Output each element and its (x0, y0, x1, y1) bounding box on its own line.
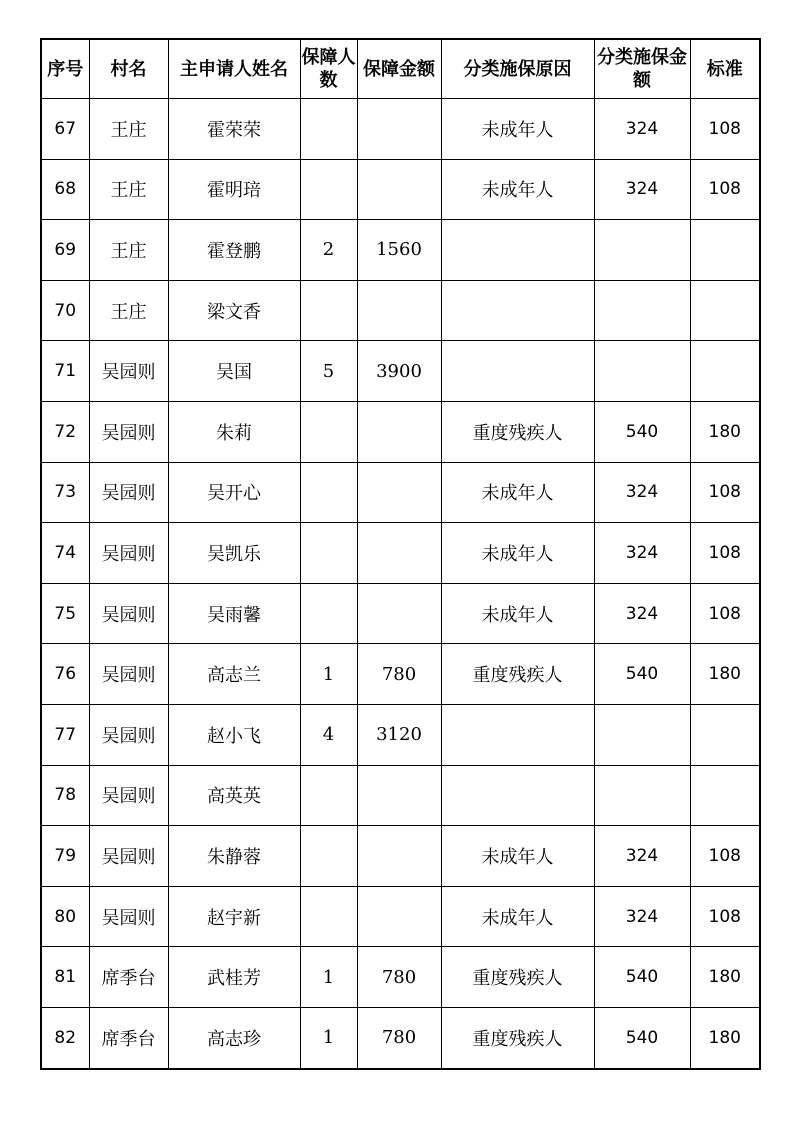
cell-amount: 780 (357, 1007, 441, 1068)
cell-standard (690, 765, 760, 826)
cell-standard: 108 (690, 583, 760, 644)
cell-count (300, 583, 357, 644)
cell-seq: 70 (41, 280, 89, 341)
cell-seq: 75 (41, 583, 89, 644)
assistance-table (40, 38, 761, 1070)
cell-count (300, 523, 357, 584)
cell-count: 1 (300, 644, 357, 705)
table-row (41, 886, 760, 947)
cell-seq: 81 (41, 947, 89, 1008)
cell-village: 吴园则 (89, 401, 168, 462)
cell-standard (690, 341, 760, 402)
table-row (41, 765, 760, 826)
cell-amount (357, 159, 441, 220)
cell-village: 王庄 (89, 99, 168, 160)
cell-reason (441, 765, 594, 826)
cell-class-amount: 324 (594, 583, 690, 644)
cell-applicant: 高志兰 (168, 644, 300, 705)
cell-amount (357, 826, 441, 887)
table-row (41, 704, 760, 765)
cell-standard (690, 280, 760, 341)
cell-village: 席季台 (89, 1007, 168, 1068)
cell-seq: 68 (41, 159, 89, 220)
cell-standard: 180 (690, 401, 760, 462)
table-row (41, 462, 760, 523)
cell-reason: 重度残疾人 (441, 401, 594, 462)
table-row (41, 280, 760, 341)
cell-standard: 180 (690, 1007, 760, 1068)
cell-amount: 3900 (357, 341, 441, 402)
cell-class-amount: 324 (594, 99, 690, 160)
cell-class-amount (594, 765, 690, 826)
cell-applicant: 武桂芳 (168, 947, 300, 1008)
cell-count (300, 826, 357, 887)
cell-village: 吴园则 (89, 523, 168, 584)
cell-class-amount (594, 341, 690, 402)
header-seq: 序号 (41, 39, 89, 99)
table-row (41, 220, 760, 281)
cell-standard: 108 (690, 886, 760, 947)
cell-reason: 未成年人 (441, 462, 594, 523)
cell-class-amount: 540 (594, 401, 690, 462)
cell-applicant: 朱莉 (168, 401, 300, 462)
cell-applicant: 吴凯乐 (168, 523, 300, 584)
cell-count: 4 (300, 704, 357, 765)
cell-standard: 180 (690, 644, 760, 705)
table-row (41, 644, 760, 705)
cell-village: 吴园则 (89, 341, 168, 402)
cell-class-amount: 324 (594, 523, 690, 584)
cell-village: 吴园则 (89, 826, 168, 887)
cell-count (300, 280, 357, 341)
cell-reason (441, 341, 594, 402)
cell-amount (357, 99, 441, 160)
cell-applicant: 吴雨馨 (168, 583, 300, 644)
cell-count (300, 765, 357, 826)
cell-amount: 780 (357, 644, 441, 705)
cell-count (300, 401, 357, 462)
cell-reason (441, 704, 594, 765)
cell-amount: 3120 (357, 704, 441, 765)
cell-village: 吴园则 (89, 886, 168, 947)
table-row (41, 947, 760, 1008)
cell-village: 王庄 (89, 280, 168, 341)
header-standard: 标准 (690, 39, 760, 99)
cell-reason (441, 280, 594, 341)
cell-count: 1 (300, 1007, 357, 1068)
table-row (41, 401, 760, 462)
table-row (41, 159, 760, 220)
cell-village: 王庄 (89, 220, 168, 281)
table-row (41, 523, 760, 584)
cell-class-amount (594, 704, 690, 765)
cell-reason: 重度残疾人 (441, 947, 594, 1008)
cell-applicant: 高志珍 (168, 1007, 300, 1068)
header-applicant: 主申请人姓名 (168, 39, 300, 99)
cell-class-amount: 540 (594, 1007, 690, 1068)
cell-count: 5 (300, 341, 357, 402)
cell-reason: 未成年人 (441, 523, 594, 584)
header-reason: 分类施保原因 (441, 39, 594, 99)
cell-reason: 重度残疾人 (441, 644, 594, 705)
header-count: 保障人数 (300, 39, 357, 99)
cell-count (300, 462, 357, 523)
cell-amount: 1560 (357, 220, 441, 281)
cell-class-amount (594, 280, 690, 341)
table-row (41, 1007, 760, 1068)
cell-seq: 71 (41, 341, 89, 402)
cell-standard (690, 220, 760, 281)
cell-seq: 73 (41, 462, 89, 523)
cell-applicant: 高英英 (168, 765, 300, 826)
cell-amount (357, 523, 441, 584)
cell-village: 吴园则 (89, 583, 168, 644)
cell-seq: 80 (41, 886, 89, 947)
cell-amount (357, 280, 441, 341)
cell-reason (441, 220, 594, 281)
cell-count (300, 886, 357, 947)
cell-class-amount: 324 (594, 886, 690, 947)
cell-village: 吴园则 (89, 462, 168, 523)
header-row (41, 39, 760, 99)
cell-village: 王庄 (89, 159, 168, 220)
cell-seq: 82 (41, 1007, 89, 1068)
cell-applicant: 霍荣荣 (168, 99, 300, 160)
cell-reason: 未成年人 (441, 159, 594, 220)
cell-standard: 108 (690, 159, 760, 220)
cell-class-amount: 324 (594, 462, 690, 523)
cell-seq: 74 (41, 523, 89, 584)
cell-count: 1 (300, 947, 357, 1008)
cell-amount (357, 401, 441, 462)
table-row (41, 99, 760, 160)
cell-standard: 180 (690, 947, 760, 1008)
cell-applicant: 朱静蓉 (168, 826, 300, 887)
cell-standard: 108 (690, 826, 760, 887)
header-class-amount: 分类施保金额 (594, 39, 690, 99)
cell-amount (357, 462, 441, 523)
cell-applicant: 赵宇新 (168, 886, 300, 947)
cell-seq: 72 (41, 401, 89, 462)
cell-village: 吴园则 (89, 704, 168, 765)
cell-seq: 78 (41, 765, 89, 826)
cell-class-amount (594, 220, 690, 281)
cell-reason: 重度残疾人 (441, 1007, 594, 1068)
cell-seq: 69 (41, 220, 89, 281)
cell-village: 席季台 (89, 947, 168, 1008)
cell-amount (357, 583, 441, 644)
table-row (41, 341, 760, 402)
table-row (41, 826, 760, 887)
cell-standard: 108 (690, 523, 760, 584)
cell-applicant: 赵小飞 (168, 704, 300, 765)
header-amount: 保障金额 (357, 39, 441, 99)
cell-class-amount: 540 (594, 947, 690, 1008)
cell-class-amount: 324 (594, 826, 690, 887)
cell-seq: 67 (41, 99, 89, 160)
header-village: 村名 (89, 39, 168, 99)
cell-applicant: 吴国 (168, 341, 300, 402)
cell-count (300, 159, 357, 220)
cell-amount (357, 886, 441, 947)
cell-class-amount: 540 (594, 644, 690, 705)
cell-count (300, 99, 357, 160)
cell-reason: 未成年人 (441, 826, 594, 887)
cell-village: 吴园则 (89, 644, 168, 705)
cell-applicant: 霍登鹏 (168, 220, 300, 281)
cell-class-amount: 324 (594, 159, 690, 220)
cell-seq: 77 (41, 704, 89, 765)
cell-count: 2 (300, 220, 357, 281)
cell-seq: 76 (41, 644, 89, 705)
cell-reason: 未成年人 (441, 583, 594, 644)
table-row (41, 583, 760, 644)
cell-amount (357, 765, 441, 826)
cell-reason: 未成年人 (441, 99, 594, 160)
cell-standard: 108 (690, 462, 760, 523)
cell-applicant: 梁文香 (168, 280, 300, 341)
cell-amount: 780 (357, 947, 441, 1008)
cell-applicant: 吴开心 (168, 462, 300, 523)
cell-reason: 未成年人 (441, 886, 594, 947)
cell-standard (690, 704, 760, 765)
cell-village: 吴园则 (89, 765, 168, 826)
cell-applicant: 霍明琣 (168, 159, 300, 220)
table-body (41, 99, 760, 1069)
cell-seq: 79 (41, 826, 89, 887)
cell-standard: 108 (690, 99, 760, 160)
